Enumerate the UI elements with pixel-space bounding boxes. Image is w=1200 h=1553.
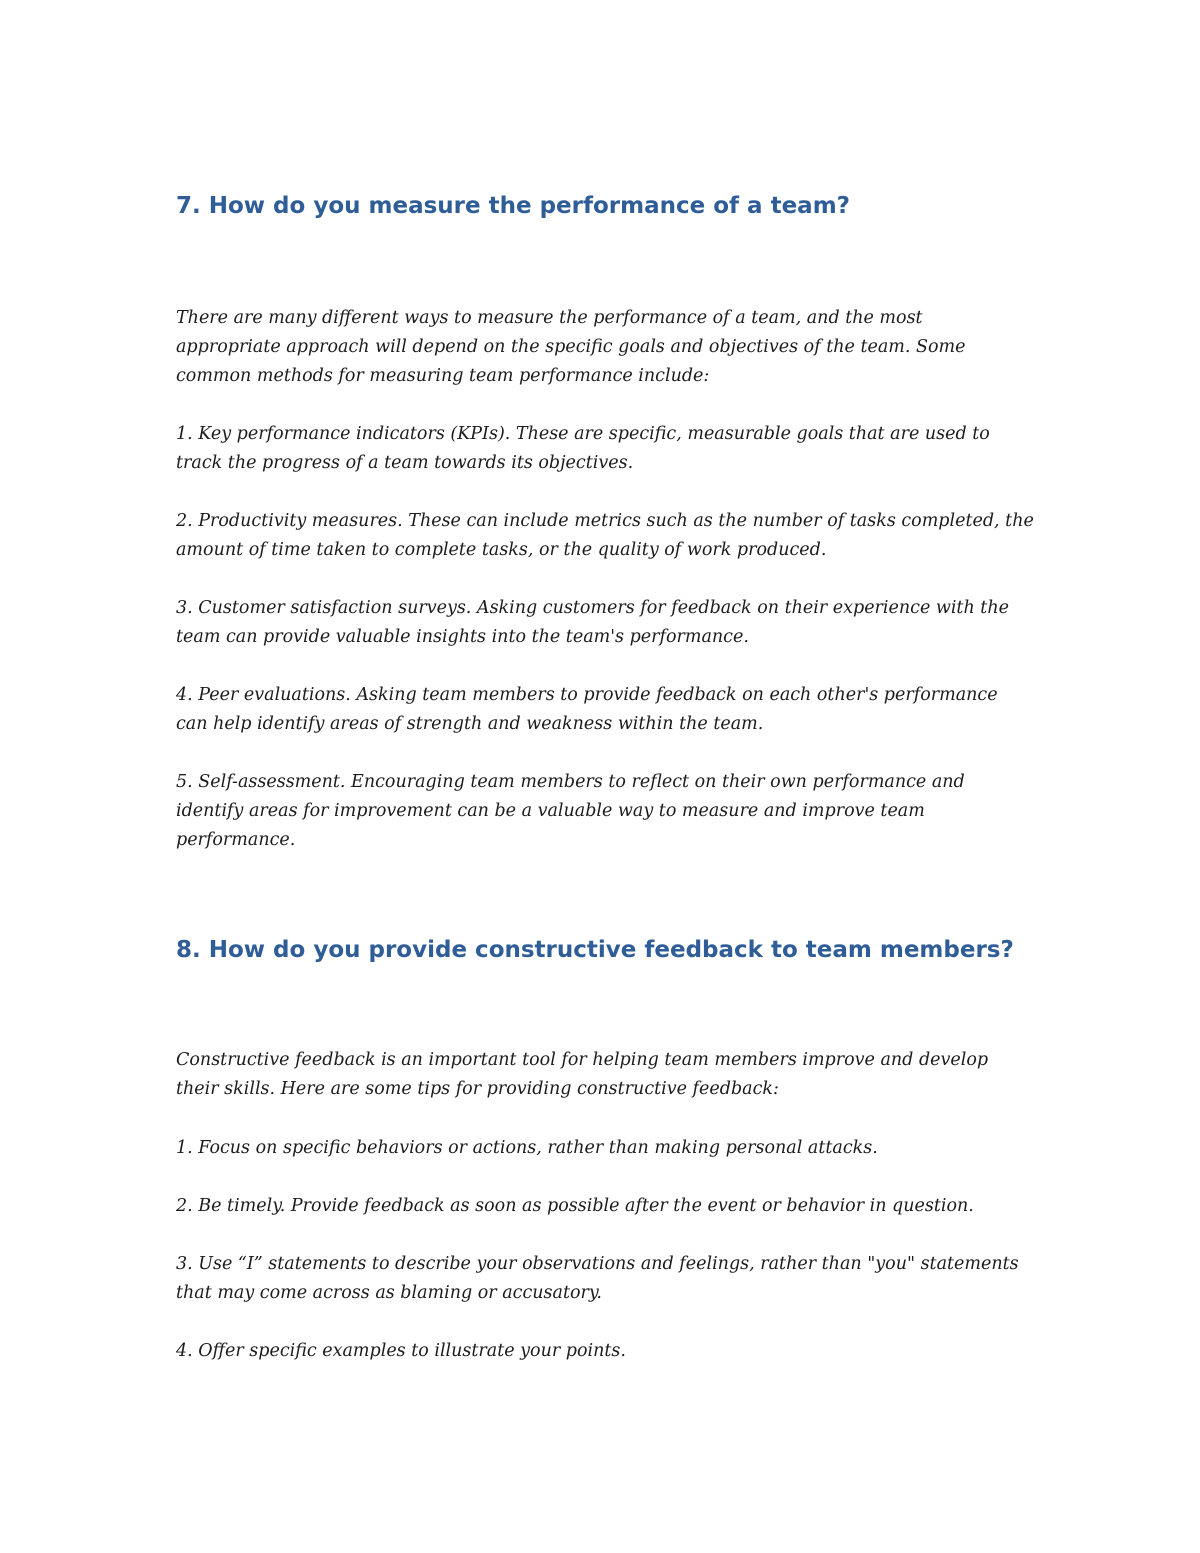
text-line: that may come across as blaming or accusatory. <box>176 1283 602 1303</box>
text-line: their skills. Here are some tips for providing constructive feedback: <box>176 1079 779 1099</box>
text-line: 2. Productivity measures. These can include metrics such as the number of tasks completed, the <box>176 511 1034 531</box>
text-line: There are many different ways to measure the performance of a team, and the most <box>176 308 923 328</box>
text-line: identify areas for improvement can be a valuable way to measure and improve team <box>176 801 925 821</box>
text-line: 1. Focus on specific behaviors or actions, rather than making personal attacks. <box>176 1138 878 1158</box>
text-line: performance. <box>176 830 296 850</box>
section-8-tip-2 <box>176 1192 1036 1221</box>
section-7-item-2 <box>176 507 1036 565</box>
section-7-item-1 <box>176 420 1036 478</box>
text-line: appropriate approach will depend on the specific goals and objectives of the team. Some <box>176 337 966 357</box>
section-7-item-4 <box>176 681 1036 739</box>
text-line: 4. Offer specific examples to illustrate your points. <box>176 1341 626 1361</box>
section-7-heading: 7. How do you measure the performance of a team? <box>176 193 850 219</box>
section-7-item-5 <box>176 768 1036 855</box>
section-7-intro-paragraph <box>176 304 1036 391</box>
text-line: 3. Customer satisfaction surveys. Asking customers for feedback on their experience with the <box>176 598 1009 618</box>
text-line: amount of time taken to complete tasks, or the quality of work produced. <box>176 540 827 560</box>
text-line: 1. Key performance indicators (KPIs). These are specific, measurable goals that are used to <box>176 424 990 444</box>
section-8-tip-3 <box>176 1250 1036 1308</box>
section-7-item-3 <box>176 594 1036 652</box>
text-line: 4. Peer evaluations. Asking team members to provide feedback on each other's performance <box>176 685 998 705</box>
section-8-heading: 8. How do you provide constructive feedback to team members? <box>176 937 1014 963</box>
text-line: track the progress of a team towards its objectives. <box>176 453 634 473</box>
text-line: team can provide valuable insights into the team's performance. <box>176 627 749 647</box>
text-line: 5. Self-assessment. Encouraging team members to reflect on their own performance and <box>176 772 965 792</box>
text-line: 3. Use “I” statements to describe your observations and feelings, rather than "you" statements <box>176 1254 1019 1274</box>
text-line: common methods for measuring team performance include: <box>176 366 710 386</box>
text-line: 2. Be timely. Provide feedback as soon as possible after the event or behavior in question. <box>176 1196 974 1216</box>
section-8-intro-paragraph <box>176 1046 1036 1104</box>
section-8-tip-4 <box>176 1337 1036 1366</box>
text-line: Constructive feedback is an important tool for helping team members improve and develop <box>176 1050 989 1070</box>
text-line: can help identify areas of strength and weakness within the team. <box>176 714 764 734</box>
section-8-tip-1 <box>176 1134 1036 1163</box>
